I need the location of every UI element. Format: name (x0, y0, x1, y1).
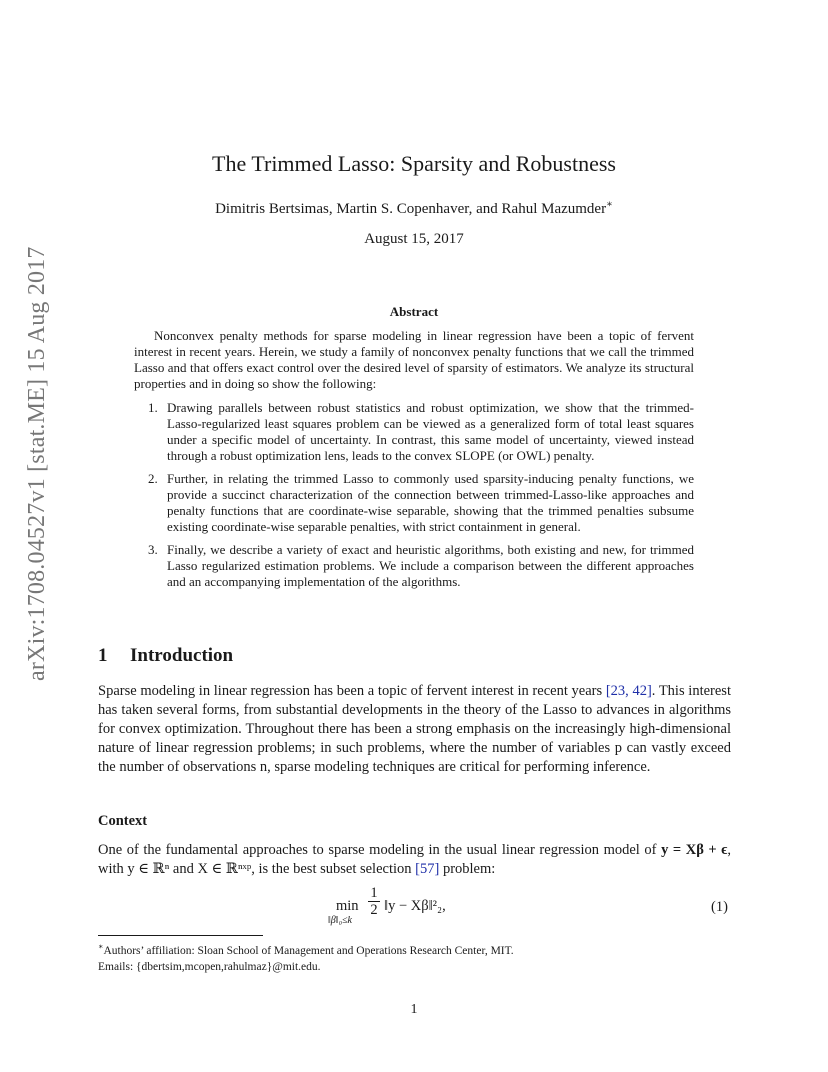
list-item-number: 1. (148, 400, 158, 415)
citation-link[interactable]: [23, 42] (605, 683, 652, 699)
equation-min: min (336, 898, 359, 914)
abstract-list-item (134, 542, 694, 590)
section-title: Introduction (130, 645, 234, 666)
equation-constraint: ‖β‖₀≤k (328, 915, 352, 926)
list-item-text: Finally, we describe a variety of exact and heuristic algorithms, both existing and new, for trimmed Lasso regularized estimation problems. We include a comparison between the different approaches and an accompanying implementation of the algorithms. (167, 542, 694, 589)
footnote-emails: Emails: {dbertsim,mcopen,rahulmaz}@mit.edu. (98, 960, 321, 973)
abstract-list-item (134, 471, 694, 535)
context-heading: Context (98, 813, 148, 829)
equation-body: ‖y − Xβ‖²₂, (384, 898, 446, 914)
footnote-rule (98, 935, 263, 936)
fraction-denominator: 2 (370, 902, 378, 918)
context-text: problem: (439, 861, 496, 877)
footnote-mark: ∗ (98, 942, 104, 951)
section-heading (98, 645, 233, 667)
intro-text: Sparse modeling in linear regression has been a topic of fervent interest in recent years (98, 683, 606, 699)
list-item-number: 2. (148, 471, 158, 486)
equation-1 (328, 885, 596, 926)
author-line (0, 199, 828, 218)
section-number: 1 (98, 645, 108, 666)
page-number: 1 (410, 1002, 418, 1017)
author-footnote-mark: ∗ (606, 199, 613, 210)
abstract-heading: Abstract (389, 304, 439, 319)
list-item-text: Drawing parallels between robust statistics and robust optimization, we show that the trimmed-Lasso-regularized least squares problem can be viewed as a generalized form of total least squares under a specific model of uncertainty. In contrast, this same model of uncertainty, viewed instead through a robust optimization lens, leads to the convex SLOPE (or OWL) penalty. (167, 400, 694, 463)
equation-fraction (368, 886, 380, 917)
fraction-numerator: 1 (370, 885, 378, 901)
y-space-formula: y ∈ ℝⁿ (127, 861, 170, 877)
model-formula: y = Xβ + ϵ (661, 842, 728, 858)
arxiv-side-stamp: arXiv:1708.04527v1 [stat.ME] 15 Aug 2017 (24, 246, 50, 681)
footnote (98, 939, 738, 975)
list-item-number: 3. (148, 542, 158, 557)
context-text: , with (98, 842, 731, 877)
intro-text: . This interest has taken several forms, from substantial developments in the theory of the Lasso to advances in algorithms for convex optimization. Throughout there has been a strong emphasis on the increasingly high-dimensional nature of linear regression problems; in such problems, where the number of variables p can vastly exceed the number of observations n, sparse modeling techniques are critical for performing inference. (98, 683, 731, 775)
footnote-affiliation: Authors’ affiliation: Sloan School of Management and Operations Research Center, MIT. (103, 944, 514, 957)
paper-title: The Trimmed Lasso: Sparsity and Robustness (212, 151, 616, 176)
abstract-list-item (134, 400, 694, 464)
context-paragraph (98, 841, 731, 879)
list-item-text: Further, in relating the trimmed Lasso to commonly used sparsity-inducing penalty functions, we provide a succinct characterization of the connection between trimmed-Lasso-like approaches and penalty functions that are coordinate-wise separable, showing that the trimmed penalties subsume existing coordinate-wise separable penalties, with strict containment in general. (167, 471, 694, 534)
x-space-formula: X ∈ ℝⁿˣᵖ (197, 861, 252, 877)
abstract-list (134, 400, 694, 597)
authors: Dimitris Bertsimas, Martin S. Copenhaver, and Rahul Mazumder (215, 201, 607, 217)
paper-date: August 15, 2017 (364, 231, 464, 247)
context-text: , is the best subset selection (251, 861, 416, 877)
abstract-body: Nonconvex penalty methods for sparse modeling in linear regression have been a topic of fervent interest in recent years. Herein, we study a family of nonconvex penalty functions that we call the trimmed Lasso and that offers exact control over the desired level of sparsity of estimators. We analyze its structural properties and in doing so show the following: (134, 328, 694, 391)
citation-link[interactable]: [57] (415, 861, 440, 877)
footnote-line (98, 939, 738, 959)
context-text: One of the fundamental approaches to sparse modeling in the usual linear regression model of (98, 842, 657, 858)
context-text: and (169, 861, 198, 877)
intro-paragraph (98, 682, 731, 777)
equation-number: (1) (711, 899, 728, 915)
